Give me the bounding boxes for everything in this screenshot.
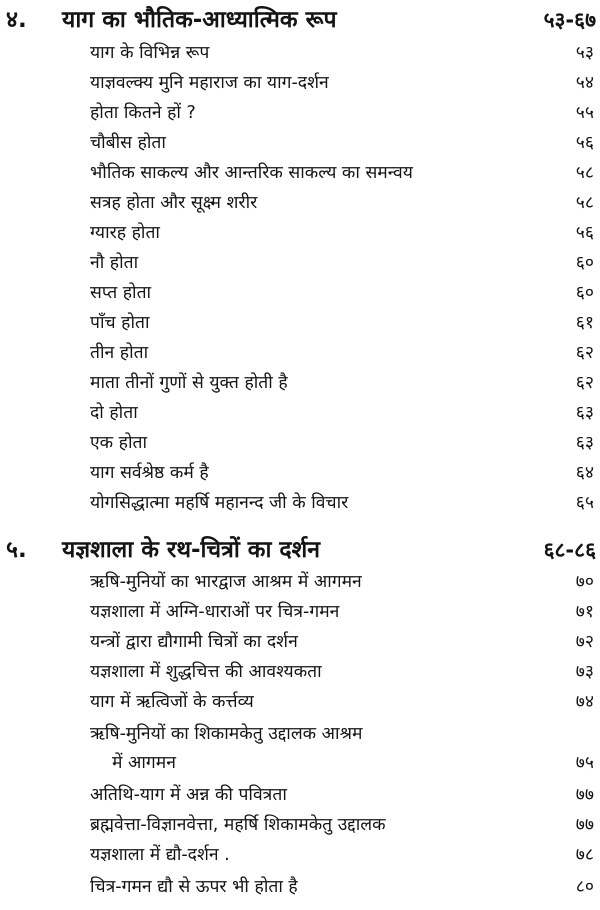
entry-title: याग सर्वश्रेष्ठ कर्म है [90,463,209,483]
entry-page: ६२ [575,373,594,393]
toc-entry [0,780,600,810]
toc-entry [0,458,600,488]
entry-page: ७७ [575,785,594,805]
entry-page: ७५ [575,753,594,773]
chapter-page-range: ६८-८६ [543,538,596,562]
chapter-heading [0,533,600,567]
toc-entry [0,98,600,128]
toc-entry [0,248,600,278]
entry-title: एक होता [90,433,148,453]
toc-entry [0,810,600,840]
entry-page: ७७ [575,815,594,835]
entry-page: ५८ [575,163,594,183]
entry-title: याग में ऋत्विजों के कर्त्तव्य [90,692,254,712]
entry-title: तीन होता [90,343,149,363]
entry-title: में आगमन [112,753,176,773]
chapter-heading [0,3,600,37]
entry-title: ऋषि-मुनियों का शिकामकेतु उद्दालक आश्रम [90,724,363,744]
chapter-number: ५. [6,537,27,563]
entry-page: ७१ [575,602,594,622]
entry-title: याग के विभिन्न रूप [90,43,210,63]
toc-entry [0,158,600,188]
toc-entry [0,188,600,218]
toc-entry [0,840,600,870]
toc-entry [0,368,600,398]
entry-title: सप्त होता [90,283,152,303]
toc-entry [0,218,600,248]
entry-title: नौ होता [90,253,139,273]
entry-page: ७८ [575,845,594,865]
toc-entry [0,278,600,308]
chapter-title: यज्ञशाला के रथ-चित्रों का दर्शन [62,537,321,563]
entry-title: ब्रह्मवेत्ता-विज्ञानवेत्ता, महर्षि शिकामकेतु उद्दालक [90,815,386,835]
entry-title: ग्यारह होता [90,223,160,243]
chapter-page-range: ५३-६७ [543,8,596,32]
toc-entry [0,488,600,518]
toc-entry [0,719,600,749]
toc-entry [0,627,600,657]
chapter-title: याग का भौतिक-आध्यात्मिक रूप [62,7,337,33]
entry-title: पाँच होता [90,313,150,333]
entry-page: ६० [575,253,594,273]
toc-entry [0,597,600,627]
entry-page: ६५ [575,493,594,513]
entry-title: चौबीस होता [90,133,166,153]
entry-title: अतिथि-याग में अन्न की पवित्रता [90,785,287,805]
entry-page: ६३ [575,433,594,453]
toc-entry-continuation [0,748,600,778]
entry-title: ऋषि-मुनियों का भारद्वाज आश्रम में आगमन [90,572,362,592]
toc-entry [0,338,600,368]
toc-entry [0,68,600,98]
entry-title: यज्ञशाला में शुद्धचित्त की आवश्यकता [90,662,322,682]
toc-entry [0,657,600,687]
entry-page: ७० [575,572,594,592]
toc-entry [0,308,600,338]
entry-page: ५८ [575,193,594,213]
entry-page: ५६ [575,223,594,243]
entry-title: दो होता [90,403,138,423]
toc-entry [0,872,600,902]
chapter-number: ४. [6,7,27,33]
entry-title: यज्ञशाला में द्यौ-दर्शन . [90,845,230,865]
entry-page: ५३ [575,43,594,63]
toc-entry [0,567,600,597]
entry-page: ६२ [575,343,594,363]
entry-page: ८० [575,877,594,897]
entry-page: ७२ [575,632,594,652]
entry-title: यन्त्रों द्वारा द्यौगामी चित्रों का दर्शन [90,632,298,652]
entry-page: ५६ [575,133,594,153]
entry-title: चित्र-गमन द्यौ से ऊपर भी होता है [90,877,298,897]
entry-title: योगसिद्धात्मा महर्षि महानन्द जी के विचार [90,493,349,513]
entry-page: ५५ [575,103,594,123]
toc-entry [0,687,600,717]
entry-title: याज्ञवल्क्य मुनि महाराज का याग-दर्शन [90,73,329,93]
toc-entry [0,398,600,428]
toc-entry [0,38,600,68]
entry-title: माता तीनों गुणों से युक्त होती है [90,373,288,393]
entry-title: सत्रह होता और सूक्ष्म शरीर [90,193,258,213]
entry-page: ६३ [575,403,594,423]
entry-title: भौतिक साकल्य और आन्तरिक साकल्य का समन्वय [90,163,413,183]
entry-title: होता कितने हों ? [90,103,196,123]
entry-page: ६० [575,283,594,303]
toc-entry [0,128,600,158]
entry-page: ६१ [575,313,594,333]
entry-page: ५४ [575,73,594,93]
entry-page: ७४ [575,692,594,712]
entry-title: यज्ञशाला में अग्नि-धाराओं पर चित्र-गमन [90,602,340,622]
entry-page: ६४ [575,463,594,483]
entry-page: ७३ [575,662,594,682]
toc-entry [0,428,600,458]
